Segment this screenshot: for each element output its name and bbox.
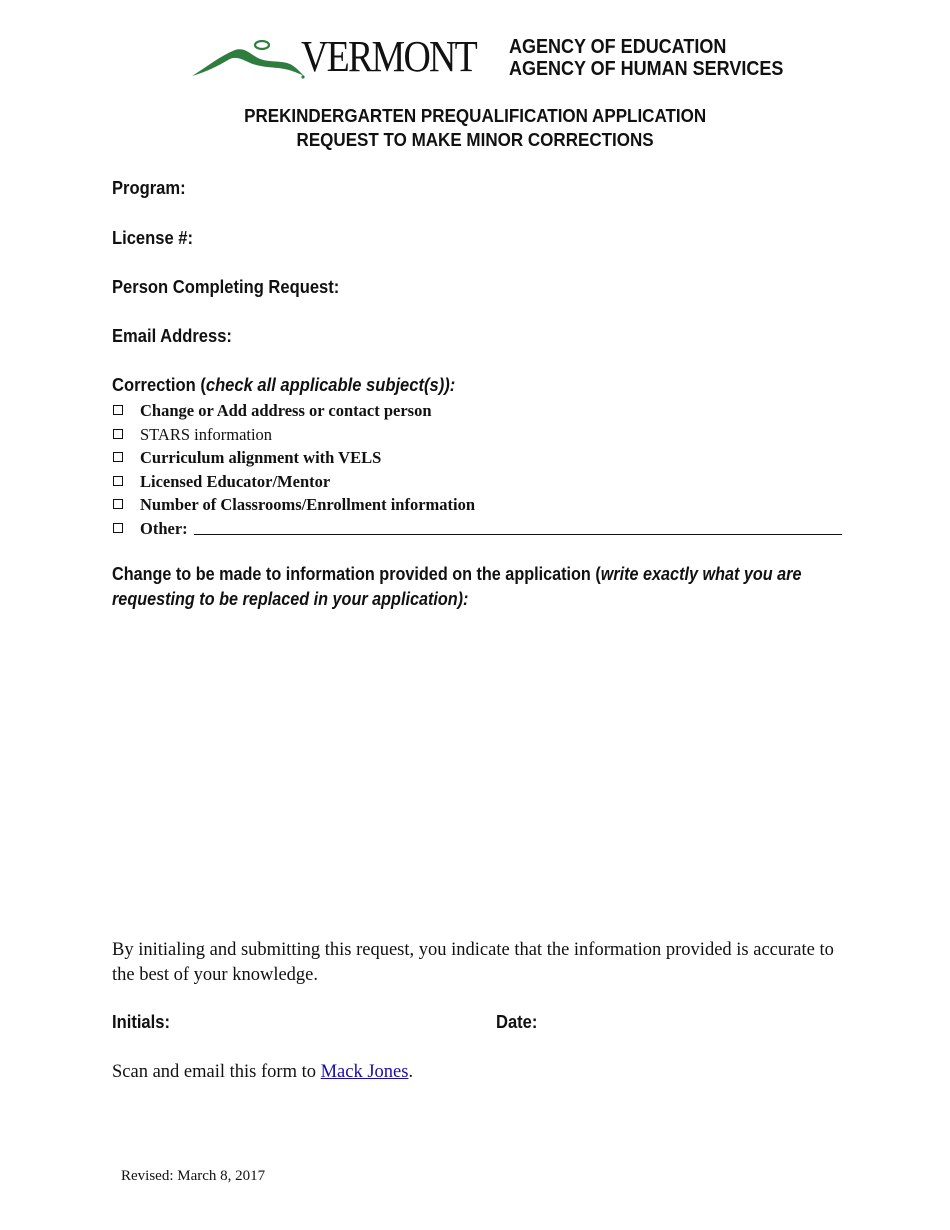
vermont-wordmark: VERMONT	[301, 32, 477, 81]
revised-date: Revised: March 8, 2017	[121, 1168, 266, 1184]
change-label: Change to be made to information provided on the application (	[112, 564, 601, 584]
email-field-label: Email Address:	[112, 326, 232, 346]
license-field-label: License #:	[112, 228, 194, 248]
form-title	[0, 104, 950, 152]
contact-link[interactable]: Mack Jones	[320, 1062, 409, 1082]
vermont-mountain-logo-icon	[190, 36, 310, 80]
initials-field-label: Initials:	[112, 1012, 170, 1032]
empty-checkbox-icon[interactable]	[113, 452, 123, 462]
checklist-item[interactable]	[112, 494, 842, 518]
title-line-2: REQUEST TO MAKE MINOR CORRECTIONS	[296, 129, 654, 150]
checklist-item-label: Change or Add address or contact person	[140, 401, 432, 420]
title-line-1: PREKINDERGARTEN PREQUALIFICATION APPLICATION	[243, 105, 707, 126]
date-field-label: Date:	[496, 1012, 538, 1032]
checklist-item[interactable]	[112, 400, 842, 424]
disclaimer-text: By initialing and submitting this request, you indicate that the information provided is accurate to the best of your knowledge.	[112, 940, 834, 985]
checklist-item[interactable]	[112, 424, 842, 448]
correction-instruction: check all applicable subject(s)):	[205, 375, 456, 395]
checklist-item-label: Number of Classrooms/Enrollment information	[140, 495, 476, 515]
checklist-item[interactable]	[112, 447, 842, 471]
empty-checkbox-icon[interactable]	[113, 405, 123, 415]
scan-prefix: Scan and email this form to	[112, 1062, 321, 1082]
empty-checkbox-icon[interactable]	[113, 499, 123, 509]
change-instruction: write exactly what you are requesting to be replaced in your application):	[112, 564, 802, 609]
empty-checkbox-icon[interactable]	[113, 476, 123, 486]
checklist-item-label: STARS information	[140, 424, 273, 444]
checklist-item-label: Curriculum alignment with VELS	[140, 448, 382, 468]
program-field-label: Program:	[112, 178, 186, 198]
empty-checkbox-icon[interactable]	[113, 523, 123, 533]
checklist-item-label: Other:	[140, 518, 188, 538]
correction-checklist	[112, 400, 842, 542]
correction-heading	[112, 374, 455, 396]
checklist-item[interactable]	[112, 471, 842, 495]
change-heading	[112, 562, 823, 612]
agency-education: AGENCY OF EDUCATION	[509, 36, 727, 58]
person-field-label: Person Completing Request:	[112, 277, 340, 297]
other-fill-line[interactable]	[194, 534, 842, 535]
agency-human-services: AGENCY OF HUMAN SERVICES	[509, 58, 784, 80]
correction-label: Correction (	[112, 375, 206, 395]
checklist-item-other[interactable]	[112, 518, 842, 542]
scan-suffix: .	[408, 1062, 414, 1082]
empty-checkbox-icon[interactable]	[113, 429, 123, 439]
scan-instruction	[112, 1060, 413, 1085]
agency-names	[509, 36, 783, 80]
checklist-item-label: Licensed Educator/Mentor	[140, 471, 331, 491]
